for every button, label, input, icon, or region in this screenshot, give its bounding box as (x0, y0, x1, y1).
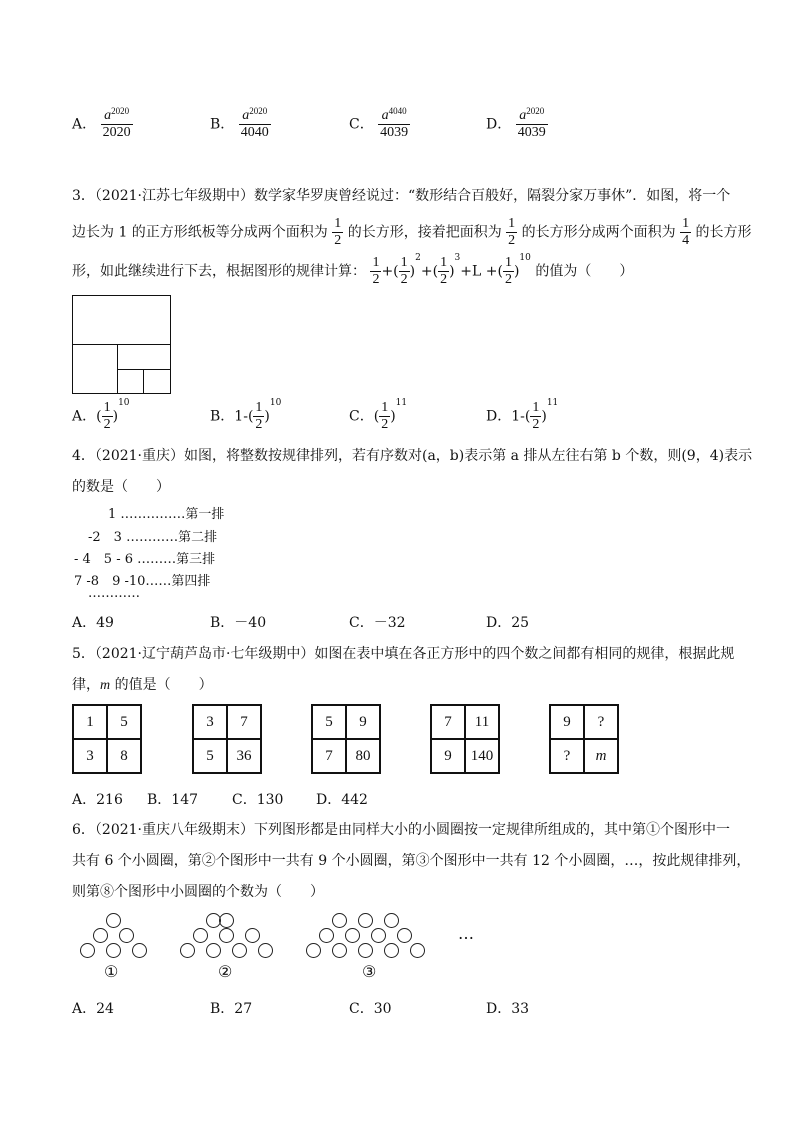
q4-option-c[interactable]: C．－32 (349, 615, 406, 631)
q6-figure-1-label: ① (104, 962, 119, 981)
q5-grid-5: 9 ? ? m (549, 704, 619, 774)
q4-option-d[interactable]: D．25 (486, 615, 530, 631)
q2-option-c-frac: $\frac{a^{4040}}{4039}$ (380, 106, 409, 141)
q2-option-b-frac: $\frac{a^{2020}}{4040}$ (240, 106, 269, 141)
q4-row-1: 1 ……………第一排 (108, 507, 225, 522)
q4-row-2: -2 3 …………第二排 (88, 530, 218, 545)
q2-option-c[interactable]: C． $\frac{a^{4040}}{4039}$ (349, 106, 409, 141)
q5-option-c[interactable]: C．130 (232, 792, 284, 808)
q3-option-b[interactable]: B．1-( $\frac{1}{2}$ )$^{10}$ (210, 398, 282, 433)
q4-row-5: ………… (88, 586, 140, 601)
q5-grid-2: 3 7 5 36 (192, 704, 262, 774)
q6-line3: 则第⑧个图形中小圆圈的个数为（ ） (72, 884, 324, 900)
q3-line3: 形，如此继续进行下去，根据图形的规律计算： $\frac{1}{2}$ +( $\frac{1}{2}$ )$^2$+( $\frac{1}{2}$ )$^3$+L +( $\frac{1}{2}$ )$^{10}$ 的值为（ ） (72, 253, 634, 288)
q4-line1: 4．（2021·重庆）如图，将整数按规律排列，若有序数对(a，b)表示第 a 排从左往右第 b 个数，则(9，4)表示 (72, 448, 753, 464)
q6-ellipsis: … (458, 924, 474, 943)
q5-grid-1: 1 5 3 8 (72, 704, 142, 774)
q6-option-d[interactable]: D．33 (486, 1001, 530, 1017)
q4-row-3: - 4 5 - 6 ………第三排 (74, 552, 216, 567)
q6-line2: 共有 6 个小圆圈，第②个图形中一共有 9 个小圆圈，第③个图形中一共有 12 个小圆圈，…，按此规律排列， (72, 853, 751, 869)
q5-option-b[interactable]: B．147 (147, 792, 199, 808)
q6-figure-3-label: ③ (362, 962, 377, 981)
q6-option-a[interactable]: A．24 (72, 1001, 114, 1017)
q2-option-a[interactable]: A． $\frac{a^{2020}}{2020}$ (72, 106, 131, 141)
q6-option-b[interactable]: B．27 (210, 1001, 253, 1017)
q5-option-d[interactable]: D．442 (316, 792, 368, 808)
q6-line1: 6．（2021·重庆八年级期末）下列图形都是由同样大小的小圆圈按一定规律所组成的，其中第①个图形中一 (72, 822, 730, 838)
q4-option-a[interactable]: A．49 (72, 615, 114, 631)
q2-option-a-frac: $\frac{a^{2020}}{2020}$ (102, 106, 131, 141)
q5-option-a[interactable]: A．216 (72, 792, 123, 808)
q4-option-b[interactable]: B．－40 (210, 615, 267, 631)
q6-option-c[interactable]: C．30 (349, 1001, 392, 1017)
q3-line2: 边长为 1 的正方形纸板等分成两个面积为 $\frac{1}{2}$ 的长方形，接着把面积为 $\frac{1}{2}$ 的长方形分成两个面积为 $\frac{1}{4}$ 的长方形 (72, 216, 752, 249)
q5-line1: 5．（2021·辽宁葫芦岛市·七年级期中）如图在表中填在各正方形中的四个数之间都有相同的规律，根据此规 (72, 646, 735, 662)
q5-line2: 律，m 的值是（ ） (72, 677, 213, 693)
q4-line2: 的数是（ ） (72, 479, 170, 495)
q5-grid-3: 5 9 7 80 (311, 704, 381, 774)
q4-row-4: 7 -8 9 -10……第四排 (74, 574, 211, 589)
q3-option-a[interactable]: A．( $\frac{1}{2}$ )$^{10}$ (72, 398, 130, 433)
q2-option-d-frac: $\frac{a^{2020}}{4039}$ (517, 106, 546, 141)
q3-option-c[interactable]: C．( $\frac{1}{2}$ )$^{11}$ (349, 398, 408, 433)
q3-option-d[interactable]: D．1-( $\frac{1}{2}$ )$^{11}$ (486, 398, 559, 433)
q2-option-b[interactable]: B． $\frac{a^{2020}}{4040}$ (210, 106, 269, 141)
q6-figure-2-label: ② (218, 962, 233, 981)
q3-square-diagram (72, 295, 172, 395)
q2-option-d[interactable]: D． $\frac{a^{2020}}{4039}$ (486, 106, 546, 141)
q3-line1: 3．（2021·江苏七年级期中）数学家华罗庚曾经说过：“数形结合百般好，隔裂分家万事休”．如图，将一个 (72, 188, 731, 204)
q5-grid-4: 7 11 9 140 (430, 704, 500, 774)
